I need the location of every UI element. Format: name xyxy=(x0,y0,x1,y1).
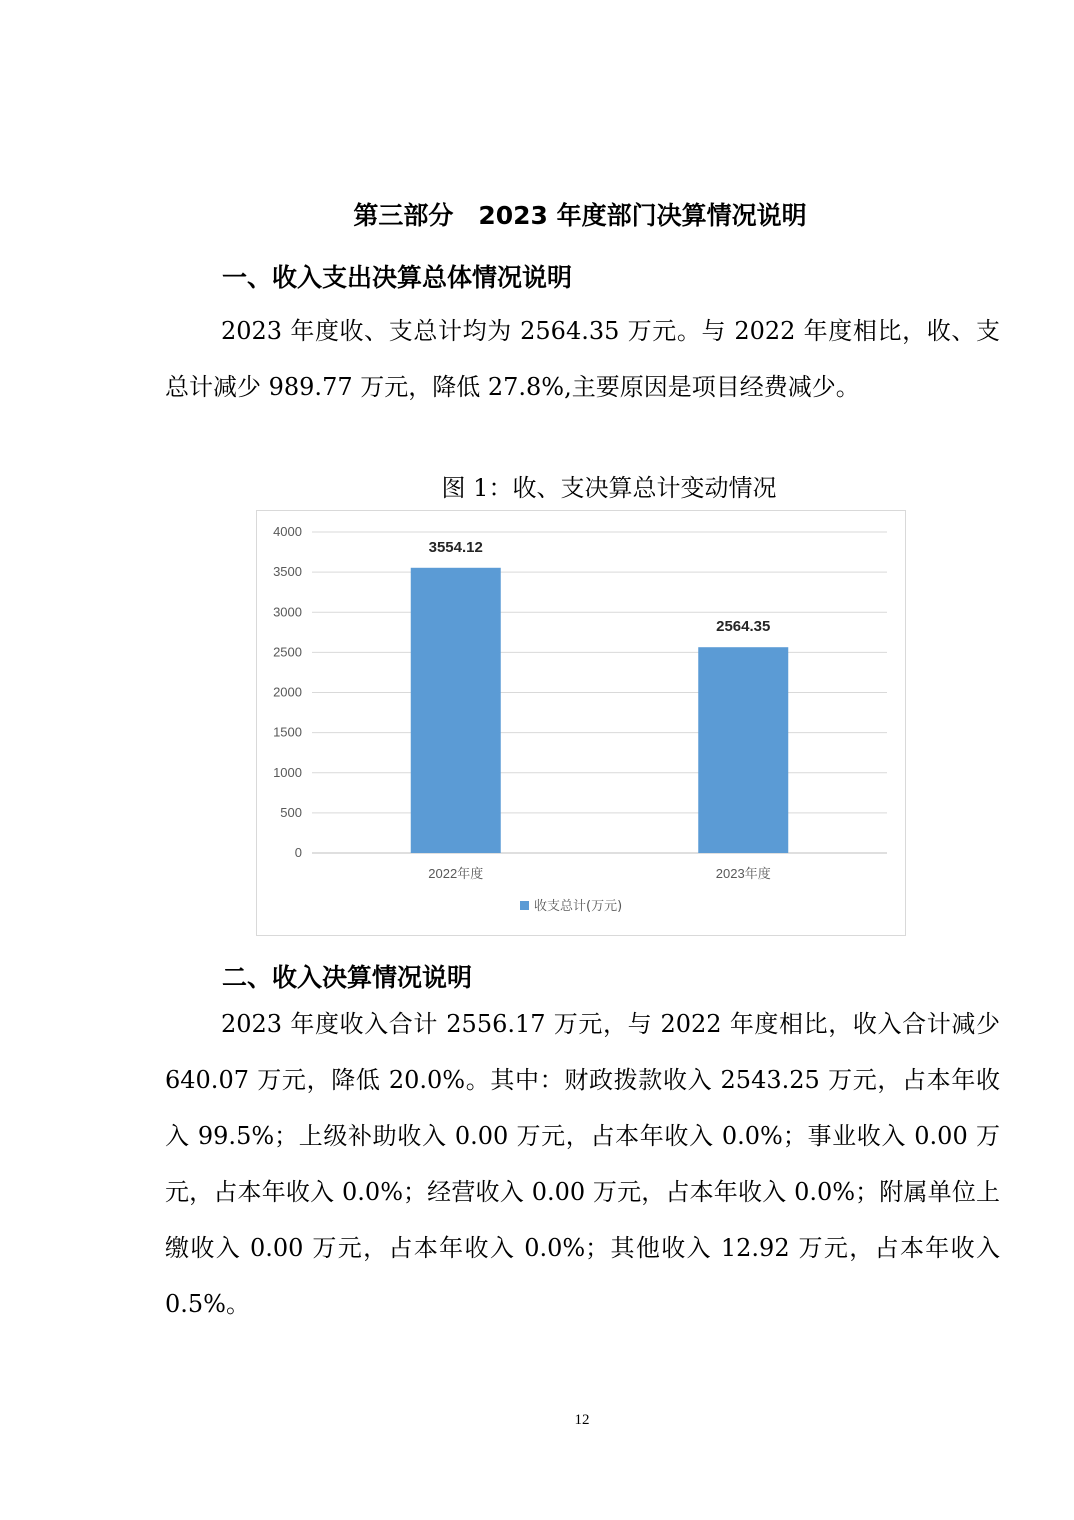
section2-paragraph: 2023 年度收入合计 2556.17 万元，与 2022 年度相比，收入合计减少 640.07 万元，降低 20.0%。其中：财政拨款收入 2543.25 万元，占本年收入 99.5%；上级补助收入 0.00 万元，占本年收入 0.0%；事业收入 0.00 万元，占本年收入 0.0%；经营收入 0.00 万元，占本年收入 0.0%；附属单位上缴收入 0.00 万元，占本年收入 0.0%；其他收入 12.92 万元，占本年收入 0.5%。 xyxy=(165,1010,1000,1318)
section1-paragraph: 2023 年度收、支总计均为 2564.35 万元。与 2022 年度相比，收、支总计减少 989.77 万元，降低 27.8%,主要原因是项目经费减少。 xyxy=(165,317,1000,401)
y-tick-label: 3500 xyxy=(273,564,302,580)
data-label: 2564.35 xyxy=(716,618,771,636)
bar-chart-svg xyxy=(257,511,907,937)
x-tick-label: 2023年度 xyxy=(715,866,771,881)
x-tick-label: 2022年度 xyxy=(428,866,484,881)
y-tick-label: 500 xyxy=(280,804,302,820)
y-tick-label: 1000 xyxy=(273,764,302,780)
section2-heading: 二、收入决算情况说明 xyxy=(222,963,473,992)
figure1-caption: 图 1：收、支决算总计变动情况 xyxy=(441,474,777,502)
bar xyxy=(698,647,788,853)
bar xyxy=(411,568,501,853)
y-tick-label: 2500 xyxy=(273,644,302,660)
legend-swatch xyxy=(520,901,529,910)
bar-chart xyxy=(256,510,906,936)
y-tick-label: 0 xyxy=(294,845,302,860)
section1-heading: 一、收入支出决算总体情况说明 xyxy=(222,263,573,292)
legend-label: 收支总计(万元) xyxy=(534,899,623,914)
y-tick-label: 4000 xyxy=(273,524,302,539)
y-tick-label: 1500 xyxy=(273,724,302,740)
page-number: 12 xyxy=(574,1412,590,1428)
y-tick-label: 2000 xyxy=(273,684,302,700)
page-title: 第三部分 2023 年度部门决算情况说明 xyxy=(353,201,807,230)
y-tick-label: 3000 xyxy=(273,604,302,620)
data-label: 3554.12 xyxy=(428,538,483,556)
